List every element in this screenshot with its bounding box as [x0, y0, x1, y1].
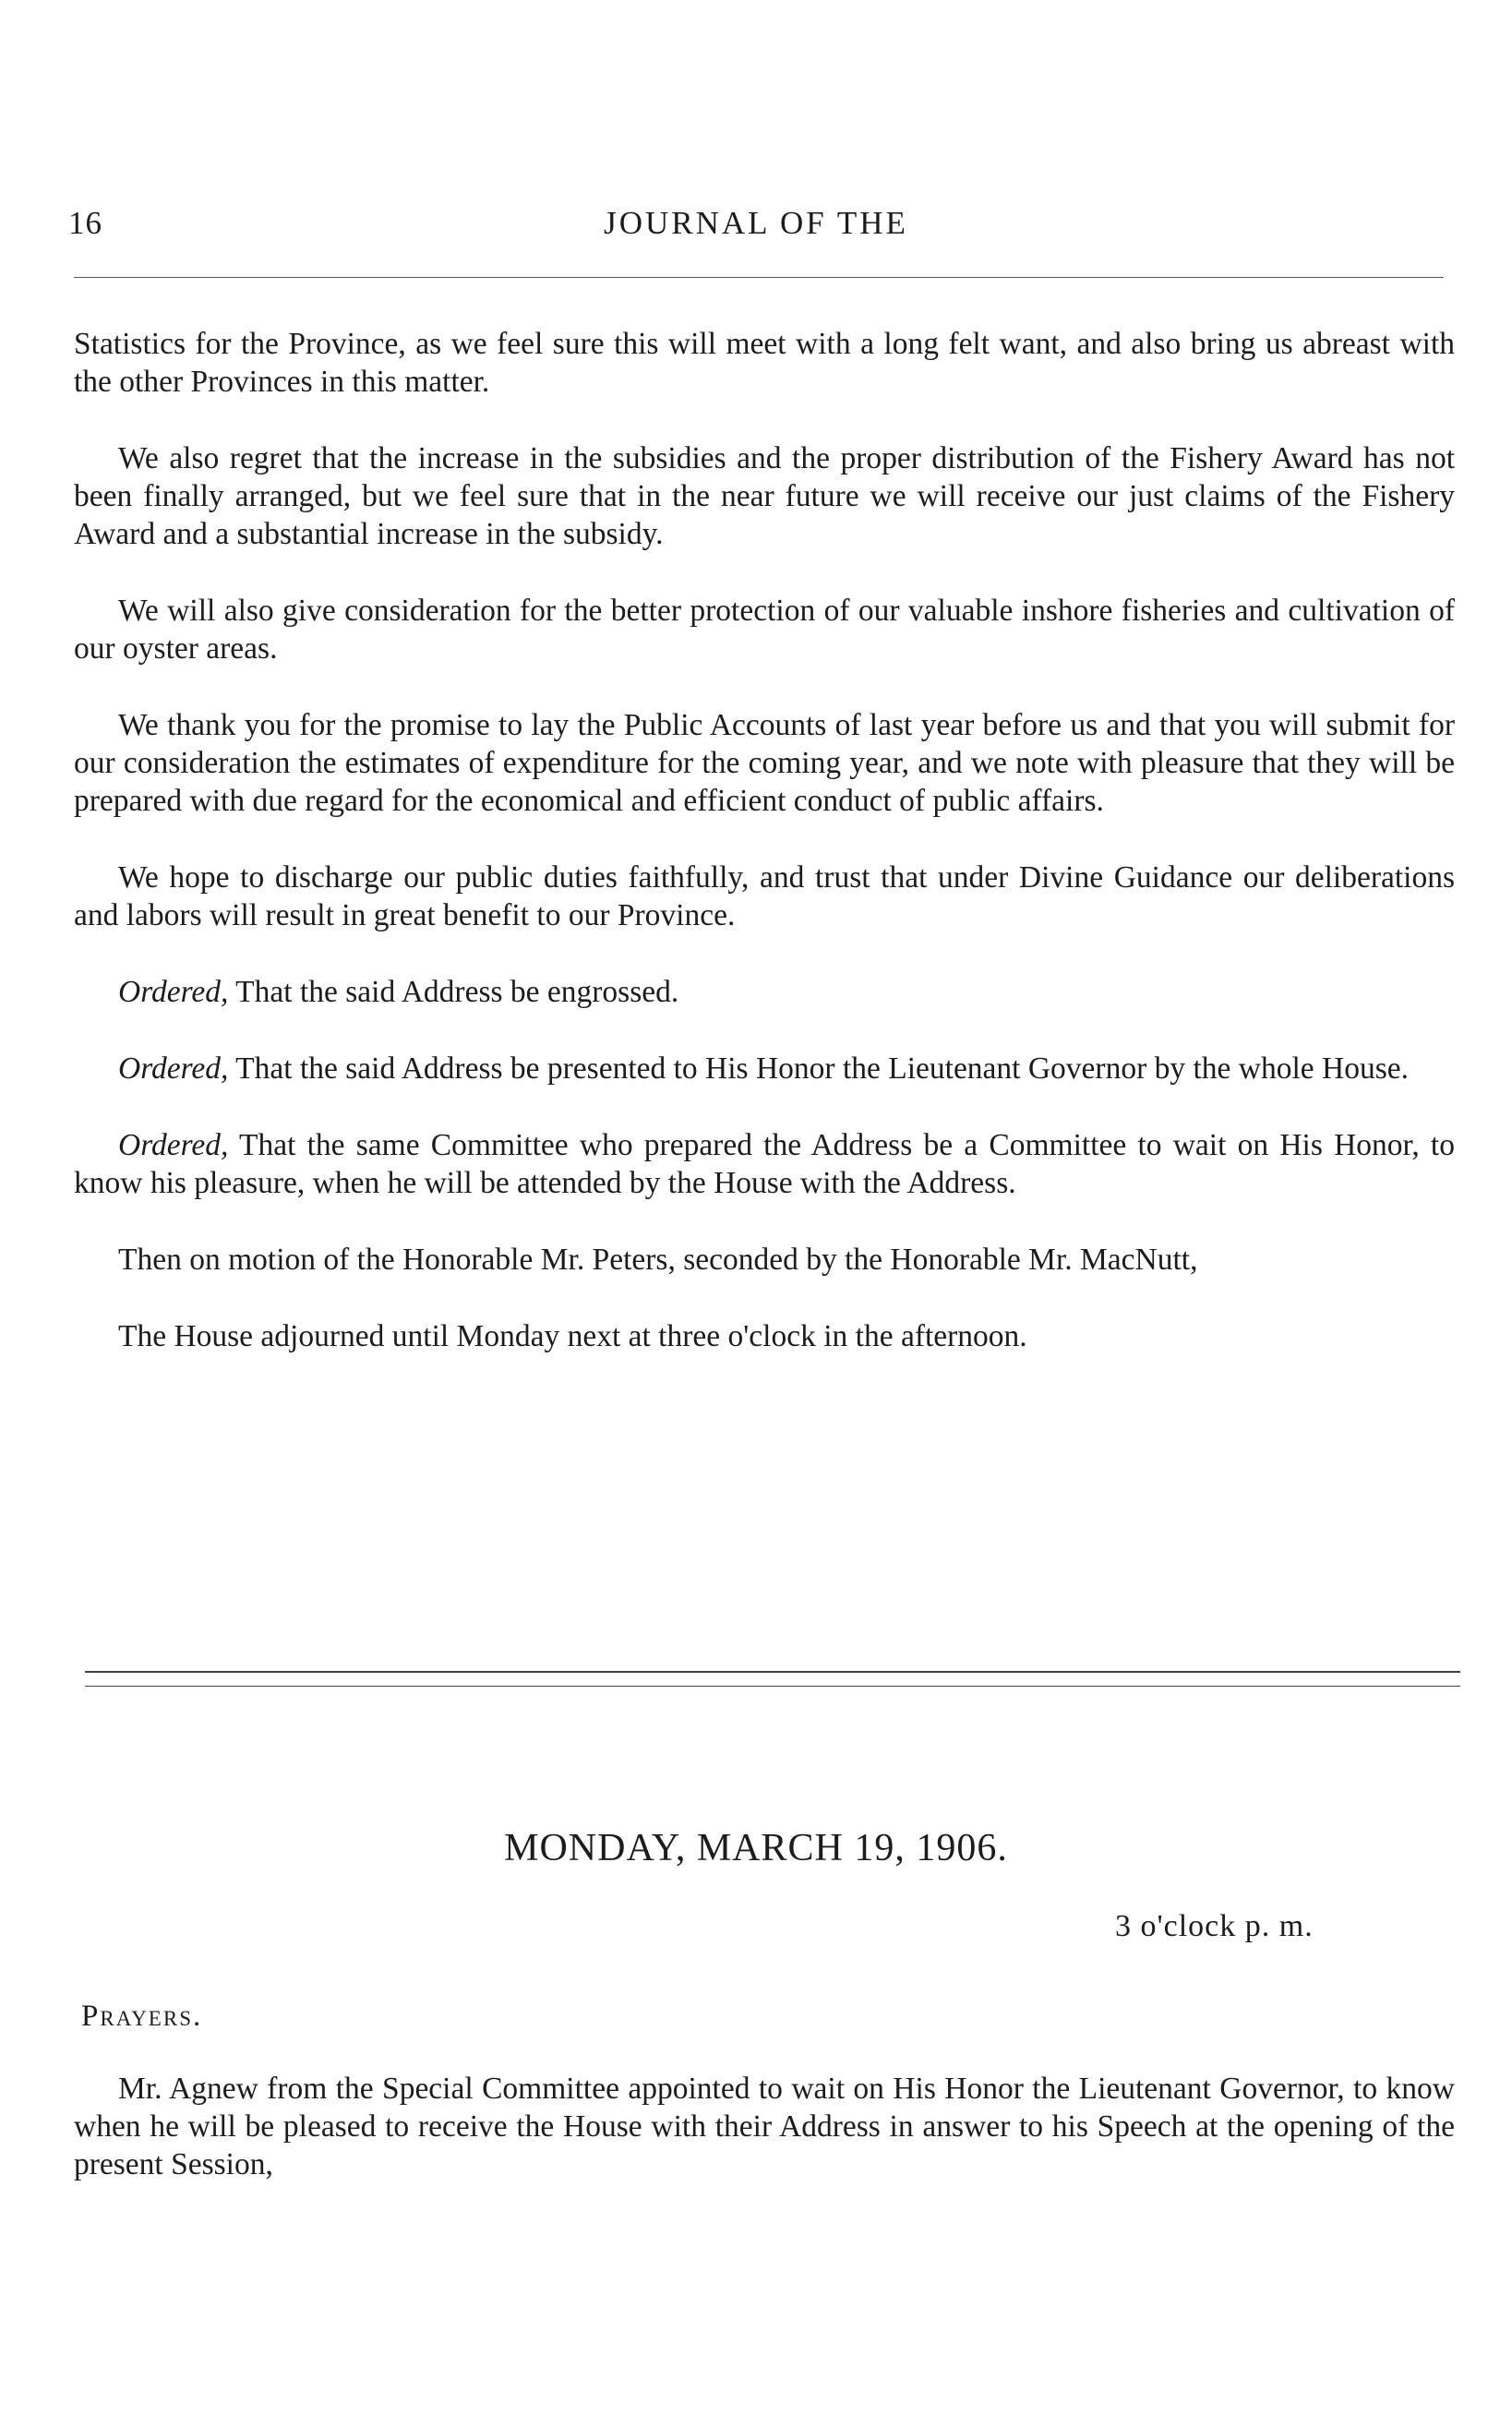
order-text: That the said Address be presented to His Honor the Lieutenant Governor by the whole House. [228, 1051, 1410, 1086]
order-text: That the same Committee who prepared the Address be a Committee to wait on His Honor, to know his pleasure, when he will be attended by the House with the Address. [74, 1128, 1455, 1200]
section-divider [85, 1671, 1460, 1687]
divider-line-top [85, 1671, 1460, 1673]
paragraph-statistics: Statistics for the Province, as we feel sure this will meet with a long felt want, and also bring us abreast with the other Provinces in this matter. [74, 327, 1455, 399]
page-number: 16 [68, 205, 102, 241]
ordered-label: Ordered, [118, 975, 229, 1009]
paragraph-subsidies: We also regret that the increase in the subsidies and the proper distribution of the Fishery Award has not been finally arranged, but we feel sure that in the near future we will receive our just claims of the Fishery Award and a substantial increase in the subsidy. [74, 441, 1455, 551]
running-head: JOURNAL OF THE [604, 205, 908, 241]
sitting-date-heading: MONDAY, MARCH 19, 1906. [504, 1827, 1008, 1869]
committee-report-paragraph: Mr. Agnew from the Special Committee appointed to wait on His Honor the Lieutenant Governor, to know when he will be pleased to receive the House with their Address in answer to his Speech at the opening of the present Session, [74, 2072, 1455, 2181]
prayers-heading: Prayers. [81, 2000, 203, 2033]
paragraph-fisheries: We will also give consideration for the better protection of our valuable inshore fisheries and cultivation of our oyster areas. [74, 594, 1455, 666]
order-text: That the said Address be engrossed. [228, 975, 679, 1009]
order-engrossed [74, 973, 1455, 1011]
order-presented [74, 1050, 1455, 1087]
journal-body [74, 325, 1455, 1394]
header-rule [74, 277, 1444, 278]
ordered-label: Ordered, [118, 1051, 229, 1086]
motion-paragraph: Then on motion of the Honorable Mr. Peters, seconded by the Honorable Mr. MacNutt, [118, 1243, 1198, 1277]
ordered-label: Ordered, [118, 1128, 229, 1162]
page-header [68, 205, 1444, 251]
divider-line-bottom [85, 1686, 1460, 1687]
paragraph-public-accounts: We thank you for the promise to lay the Public Accounts of last year before us and that you will submit for our consideration the estimates of expenditure for the coming year, and we note with pleasure that they will be prepared with due regard for the economical and efficient conduct of public affairs. [74, 708, 1455, 818]
paragraph-public-duties: We hope to discharge our public duties faithfully, and trust that under Divine Guidance our deliberations and labors will result in great benefit to our Province. [74, 860, 1455, 932]
order-committee [74, 1126, 1455, 1202]
adjournment-paragraph: The House adjourned until Monday next at three o'clock in the afternoon. [118, 1319, 1027, 1353]
sitting-time: 3 o'clock p. m. [1115, 1909, 1314, 1943]
